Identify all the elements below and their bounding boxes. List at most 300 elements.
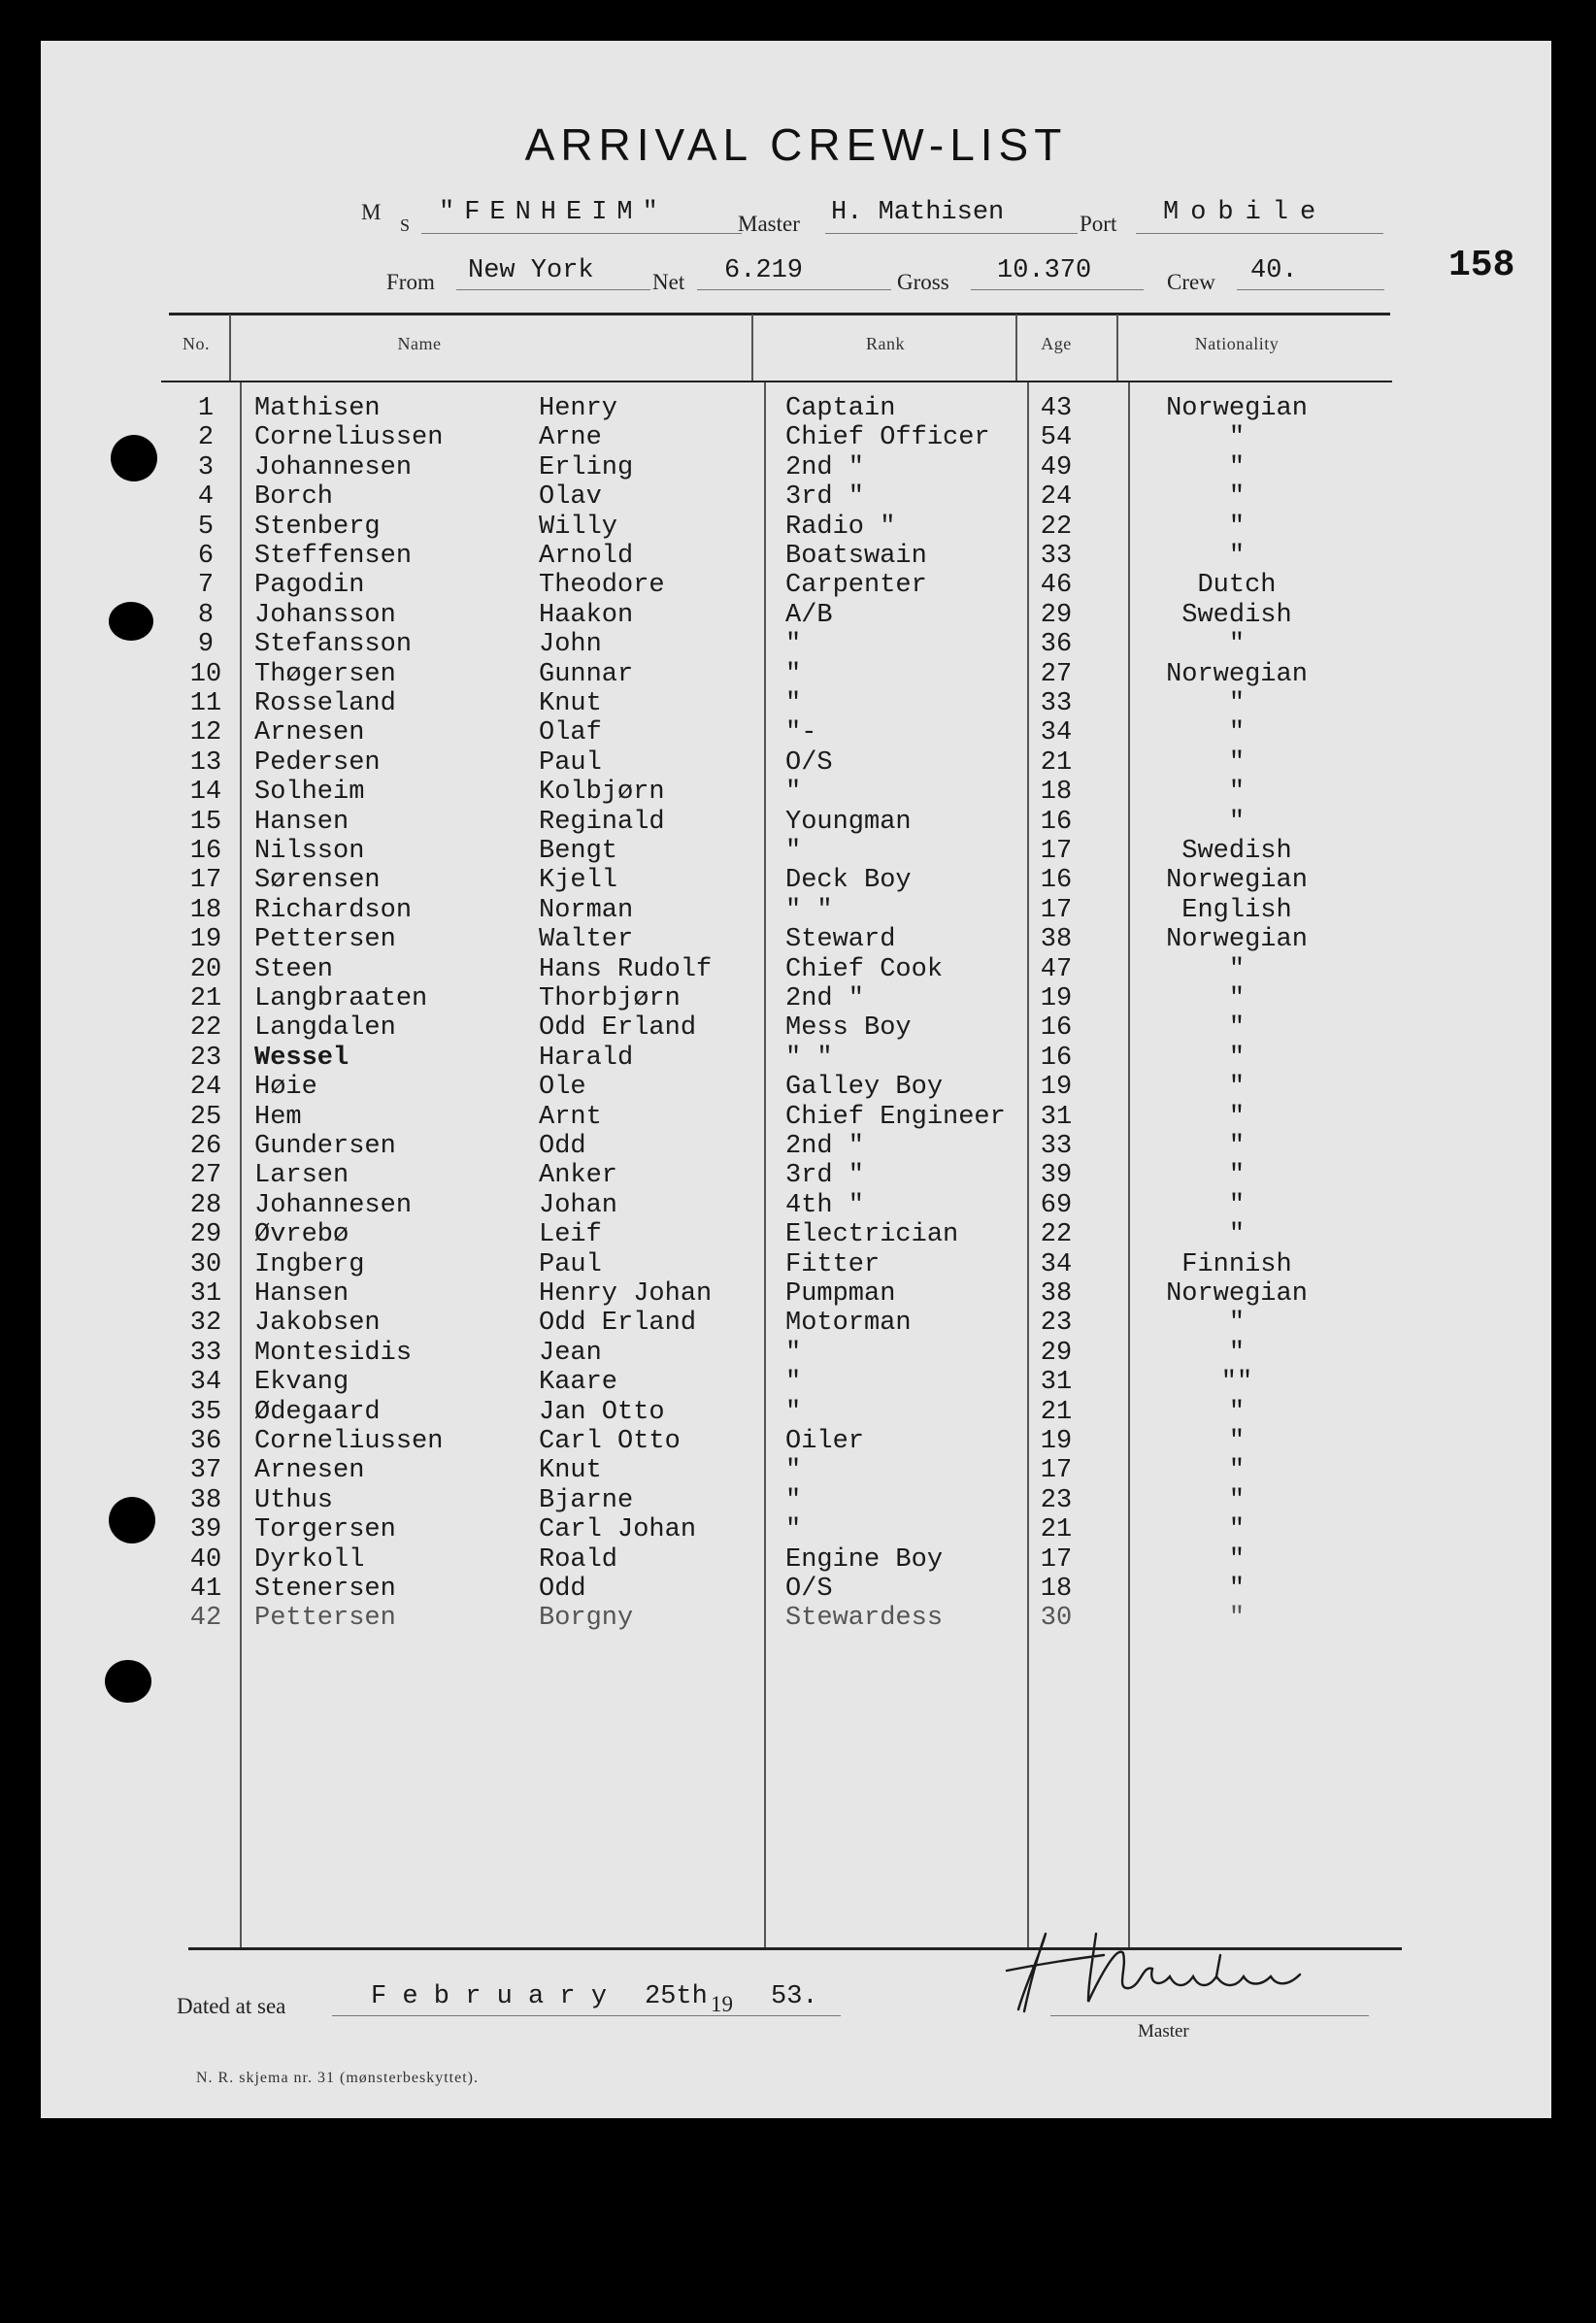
punch-hole <box>111 435 157 481</box>
date-day: 25th <box>645 1982 708 2011</box>
cell-no: 29 <box>189 1220 222 1250</box>
cell-rank: " <box>785 1397 802 1427</box>
cell-nationality: " <box>1228 1309 1246 1339</box>
cell-no: 30 <box>189 1249 222 1279</box>
cell-surname: Johannesen <box>254 452 413 482</box>
page-number: 158 <box>1448 245 1515 286</box>
cell-age: 23 <box>1040 1485 1073 1515</box>
cell-no: 1 <box>197 394 215 423</box>
column-header-age: Age <box>1041 334 1072 353</box>
cell-age: 29 <box>1040 1338 1073 1368</box>
cell-no: 19 <box>189 925 222 955</box>
cell-given: Odd <box>539 1575 586 1604</box>
cell-nationality: "" <box>1220 1368 1253 1398</box>
cell-given: Olav <box>539 482 602 513</box>
cell-given: Bengt <box>539 837 618 866</box>
cell-given: Henry Johan <box>539 1279 713 1309</box>
cell-nationality: Swedish <box>1181 600 1292 630</box>
cell-no: 20 <box>189 954 222 984</box>
cell-rank: Chief Engineer <box>785 1102 1006 1132</box>
cell-surname: Arnesen <box>254 718 365 748</box>
table-row <box>41 896 1551 925</box>
cell-given: Roald <box>539 1544 618 1575</box>
cell-surname: Hansen <box>254 1279 349 1309</box>
cell-nationality: " <box>1228 1013 1246 1044</box>
table-row <box>41 955 1551 984</box>
table-row <box>41 601 1551 630</box>
cell-age: 69 <box>1040 1190 1073 1220</box>
cell-given: Olaf <box>539 718 602 748</box>
table-row <box>41 1279 1551 1309</box>
table-row <box>41 837 1551 866</box>
cell-surname: Steffensen <box>254 542 413 571</box>
cell-surname: Gundersen <box>254 1132 396 1161</box>
table-row <box>41 542 1551 571</box>
signature-underline <box>1050 2015 1369 2016</box>
cell-given: Leif <box>539 1220 602 1250</box>
cell-rank: Stewardess <box>785 1604 944 1634</box>
cell-given: Willy <box>539 512 618 542</box>
cell-no: 42 <box>189 1604 222 1634</box>
table-row <box>41 571 1551 600</box>
cell-given: Theodore <box>539 571 665 601</box>
divider-name-header <box>751 315 753 381</box>
cell-nationality: " <box>1228 747 1246 778</box>
cell-surname: Stefansson <box>254 630 413 660</box>
cell-age: 19 <box>1040 1427 1073 1456</box>
divider-rank-header <box>1015 315 1017 381</box>
cell-nationality: " <box>1228 1073 1246 1103</box>
vessel-name-underline <box>421 233 742 234</box>
table-row <box>41 1013 1551 1043</box>
cell-age: 33 <box>1040 1132 1073 1161</box>
cell-given: Arnold <box>539 542 634 571</box>
cell-given: Arne <box>539 423 602 453</box>
cell-nationality: " <box>1228 1190 1246 1220</box>
cell-surname: Stenberg <box>254 512 381 542</box>
cell-no: 34 <box>189 1368 222 1398</box>
cell-nationality: " <box>1228 1161 1246 1191</box>
cell-surname: Uthus <box>254 1485 334 1515</box>
table-row <box>41 394 1551 423</box>
cell-no: 32 <box>189 1309 222 1339</box>
cell-no: 17 <box>189 866 222 896</box>
cell-given: Paul <box>539 1249 602 1279</box>
cell-age: 54 <box>1040 423 1073 453</box>
cell-surname: Thøgersen <box>254 659 396 689</box>
master-underline <box>825 233 1078 234</box>
cell-surname: Ekvang <box>254 1368 349 1398</box>
cell-rank: "- <box>785 718 817 748</box>
cell-rank: 2nd " <box>785 984 865 1013</box>
cell-age: 23 <box>1040 1309 1073 1339</box>
port-value: Mobile <box>1163 198 1328 227</box>
cell-age: 21 <box>1040 1397 1073 1427</box>
cell-no: 18 <box>189 895 222 925</box>
table-row <box>41 1191 1551 1220</box>
cell-surname: Solheim <box>254 778 365 808</box>
cell-nationality: " <box>1228 1544 1246 1575</box>
cell-given: Knut <box>539 689 602 718</box>
cell-nationality: " <box>1228 718 1246 748</box>
cell-age: 31 <box>1040 1368 1073 1398</box>
cell-no: 28 <box>189 1190 222 1220</box>
cell-rank: 2nd " <box>785 452 865 482</box>
table-row <box>41 925 1551 954</box>
cell-surname: Johansson <box>254 600 396 630</box>
table-row <box>41 1456 1551 1485</box>
cell-given: Kjell <box>539 866 618 896</box>
cell-no: 13 <box>189 747 222 778</box>
cell-nationality: " <box>1228 542 1246 571</box>
cell-no: 25 <box>189 1102 222 1132</box>
cell-surname: Hem <box>254 1102 302 1132</box>
cell-age: 47 <box>1040 954 1073 984</box>
cell-rank: " <box>785 1485 802 1515</box>
cell-rank: A/B <box>785 600 833 630</box>
table-top-rule <box>169 313 1390 315</box>
cell-rank: " <box>785 1456 802 1486</box>
cell-rank: 2nd " <box>785 1132 865 1161</box>
cell-nationality: " <box>1228 1485 1246 1515</box>
cell-no: 16 <box>189 837 222 866</box>
cell-nationality: " <box>1228 452 1246 482</box>
cell-nationality: " <box>1228 630 1246 660</box>
cell-no: 39 <box>189 1515 222 1545</box>
net-label: Net <box>652 270 685 294</box>
cell-age: 46 <box>1040 571 1073 601</box>
cell-no: 10 <box>189 659 222 689</box>
cell-rank: Mess Boy <box>785 1013 912 1044</box>
cell-no: 35 <box>189 1397 222 1427</box>
table-row <box>41 1250 1551 1279</box>
cell-no: 12 <box>189 718 222 748</box>
table-row <box>41 1545 1551 1575</box>
table-row <box>41 1220 1551 1249</box>
cell-age: 16 <box>1040 1043 1073 1073</box>
cell-nationality: " <box>1228 807 1246 837</box>
form-note: N. R. skjema nr. 31 (mønsterbeskyttet). <box>196 2070 479 2086</box>
cell-no: 31 <box>189 1279 222 1309</box>
crew-value: 40. <box>1250 256 1298 285</box>
cell-surname: Langbraaten <box>254 984 428 1013</box>
table-row <box>41 1575 1551 1604</box>
port-label: Port <box>1080 212 1117 236</box>
cell-surname: Johannesen <box>254 1190 413 1220</box>
vessel-name: "FENHEIM" <box>439 198 668 227</box>
cell-rank: " <box>785 1368 802 1398</box>
cell-no: 38 <box>189 1485 222 1515</box>
table-row <box>41 1368 1551 1397</box>
cell-nationality: " <box>1228 1132 1246 1161</box>
cell-given: Odd Erland <box>539 1013 697 1044</box>
cell-age: 33 <box>1040 542 1073 571</box>
table-row <box>41 748 1551 778</box>
cell-rank: Engine Boy <box>785 1544 944 1575</box>
cell-given: Gunnar <box>539 659 634 689</box>
cell-nationality: " <box>1228 423 1246 453</box>
cell-surname: Larsen <box>254 1161 349 1191</box>
column-header-name: Name <box>397 334 442 353</box>
cell-surname: Mathisen <box>254 394 381 423</box>
cell-nationality: " <box>1228 1456 1246 1486</box>
net-underline <box>697 289 891 290</box>
cell-no: 24 <box>189 1073 222 1103</box>
cell-given: Paul <box>539 747 602 778</box>
cell-nationality: Norwegian <box>1166 925 1308 955</box>
cell-given: Odd <box>539 1132 586 1161</box>
cell-surname: Corneliussen <box>254 423 444 453</box>
cell-nationality: " <box>1228 1575 1246 1604</box>
cell-given: Reginald <box>539 807 665 837</box>
table-row <box>41 689 1551 718</box>
cell-no: 22 <box>189 1013 222 1044</box>
cell-nationality: " <box>1228 1604 1246 1634</box>
cell-nationality: Dutch <box>1197 571 1277 601</box>
column-header-rank: Rank <box>866 334 905 353</box>
gross-label: Gross <box>897 270 949 294</box>
dated-label: Dated at sea <box>177 1994 286 2018</box>
cell-age: 38 <box>1040 1279 1073 1309</box>
cell-no: 6 <box>197 542 215 571</box>
cell-rank: " " <box>785 1043 833 1073</box>
cell-rank: Radio " <box>785 512 896 542</box>
cell-given: Harald <box>539 1043 634 1073</box>
cell-given: Carl Otto <box>539 1427 681 1456</box>
cell-age: 17 <box>1040 837 1073 866</box>
cell-surname: Rosseland <box>254 689 396 718</box>
cell-age: 33 <box>1040 689 1073 718</box>
from-label: From <box>386 270 435 294</box>
cell-rank: Youngman <box>785 807 912 837</box>
cell-age: 27 <box>1040 659 1073 689</box>
master-signature <box>987 1895 1317 2021</box>
punch-hole <box>109 1497 155 1543</box>
cell-given: Henry <box>539 394 618 423</box>
cell-rank: Boatswain <box>785 542 927 571</box>
cell-rank: " <box>785 1515 802 1545</box>
table-row <box>41 866 1551 895</box>
cell-surname: Øvrebø <box>254 1220 349 1250</box>
cell-nationality: Swedish <box>1181 837 1292 866</box>
cell-no: 5 <box>197 512 215 542</box>
port-underline <box>1136 233 1383 234</box>
table-row <box>41 808 1551 837</box>
cell-rank: " " <box>785 895 833 925</box>
cell-given: Walter <box>539 925 634 955</box>
cell-nationality: " <box>1228 1338 1246 1368</box>
net-value: 6.219 <box>724 256 804 285</box>
cell-given: Bjarne <box>539 1485 634 1515</box>
cell-no: 15 <box>189 807 222 837</box>
cell-age: 49 <box>1040 452 1073 482</box>
cell-age: 17 <box>1040 895 1073 925</box>
from-value: New York <box>468 256 594 285</box>
cell-age: 16 <box>1040 807 1073 837</box>
cell-age: 19 <box>1040 1073 1073 1103</box>
cell-surname: Høie <box>254 1073 317 1103</box>
crew-label: Crew <box>1167 270 1215 294</box>
cell-given: Arnt <box>539 1102 602 1132</box>
cell-given: Hans Rudolf <box>539 954 713 984</box>
cell-nationality: " <box>1228 689 1246 718</box>
cell-age: 16 <box>1040 1013 1073 1044</box>
vessel-prefix-sub: S <box>400 216 411 235</box>
cell-surname: Ødegaard <box>254 1397 381 1427</box>
cell-rank: Deck Boy <box>785 866 912 896</box>
cell-surname: Steen <box>254 954 334 984</box>
cell-given: Borgny <box>539 1604 634 1634</box>
cell-surname: Torgersen <box>254 1515 396 1545</box>
table-row <box>41 1427 1551 1456</box>
cell-age: 24 <box>1040 482 1073 513</box>
cell-no: 4 <box>197 482 215 513</box>
table-row <box>41 482 1551 512</box>
cell-no: 2 <box>197 423 215 453</box>
cell-no: 3 <box>197 452 215 482</box>
table-row <box>41 513 1551 542</box>
cell-surname: Pedersen <box>254 747 381 778</box>
cell-given: Odd Erland <box>539 1309 697 1339</box>
document-title: ARRIVAL CREW-LIST <box>524 119 1068 170</box>
cell-surname: Hansen <box>254 807 349 837</box>
table-row <box>41 630 1551 659</box>
cell-rank: Captain <box>785 394 896 423</box>
table-row <box>41 1132 1551 1161</box>
cell-nationality: " <box>1228 1427 1246 1456</box>
column-header-nationality: Nationality <box>1194 334 1280 353</box>
cell-no: 26 <box>189 1132 222 1161</box>
cell-surname: Langdalen <box>254 1013 396 1044</box>
cell-nationality: " <box>1228 1220 1246 1250</box>
cell-age: 39 <box>1040 1161 1073 1191</box>
table-row <box>41 1161 1551 1190</box>
cell-no: 36 <box>189 1427 222 1456</box>
cell-rank: 3rd " <box>785 482 865 513</box>
cell-no: 40 <box>189 1544 222 1575</box>
cell-rank: O/S <box>785 1575 833 1604</box>
table-row <box>41 423 1551 452</box>
cell-surname: Richardson <box>254 895 413 925</box>
signature-label: Master <box>1138 2021 1189 2041</box>
cell-rank: Electrician <box>785 1220 959 1250</box>
cell-surname: Pettersen <box>254 1604 396 1634</box>
cell-rank: Motorman <box>785 1309 912 1339</box>
cell-given: Haakon <box>539 600 634 630</box>
cell-rank: 3rd " <box>785 1161 865 1191</box>
table-row <box>41 1486 1551 1515</box>
cell-rank: 4th " <box>785 1190 865 1220</box>
table-row <box>41 778 1551 807</box>
cell-age: 18 <box>1040 1575 1073 1604</box>
cell-age: 17 <box>1040 1456 1073 1486</box>
cell-age: 17 <box>1040 1544 1073 1575</box>
cell-nationality: Norwegian <box>1166 394 1308 423</box>
cell-given: Jan Otto <box>539 1397 665 1427</box>
cell-age: 36 <box>1040 630 1073 660</box>
table-row <box>41 1309 1551 1338</box>
master-label: Master <box>738 212 800 236</box>
cell-nationality: Finnish <box>1181 1249 1292 1279</box>
cell-no: 41 <box>189 1575 222 1604</box>
date-month: F e b r u a r y <box>371 1982 608 2011</box>
cell-surname: Jakobsen <box>254 1309 381 1339</box>
cell-surname: Dyrkoll <box>254 1544 365 1575</box>
cell-given: Kaare <box>539 1368 618 1398</box>
cell-rank: Fitter <box>785 1249 881 1279</box>
cell-given: Thorbjørn <box>539 984 681 1013</box>
cell-age: 19 <box>1040 984 1073 1013</box>
cell-surname: Borch <box>254 482 334 513</box>
cell-no: 14 <box>189 778 222 808</box>
cell-no: 11 <box>189 689 222 718</box>
cell-age: 34 <box>1040 1249 1073 1279</box>
table-row <box>41 1103 1551 1132</box>
cell-age: 18 <box>1040 778 1073 808</box>
cell-rank: Carpenter <box>785 571 927 601</box>
cell-no: 33 <box>189 1338 222 1368</box>
cell-rank: Chief Cook <box>785 954 944 984</box>
cell-rank: " <box>785 837 802 866</box>
cell-no: 7 <box>197 571 215 601</box>
date-underline <box>332 2015 841 2016</box>
cell-nationality: " <box>1228 512 1246 542</box>
cell-surname: Stenersen <box>254 1575 396 1604</box>
cell-nationality: " <box>1228 778 1246 808</box>
cell-age: 34 <box>1040 718 1073 748</box>
table-row <box>41 1604 1551 1633</box>
cell-nationality: " <box>1228 954 1246 984</box>
cell-no: 9 <box>197 630 215 660</box>
cell-given: Jean <box>539 1338 602 1368</box>
cell-nationality: " <box>1228 984 1246 1013</box>
cell-rank: Oiler <box>785 1427 865 1456</box>
punch-hole <box>109 602 153 641</box>
cell-age: 29 <box>1040 600 1073 630</box>
column-header-no: No. <box>183 334 210 353</box>
vessel-prefix: M <box>361 200 382 224</box>
cell-rank: " <box>785 689 802 718</box>
cell-surname: Corneliussen <box>254 1427 444 1456</box>
cell-no: 23 <box>189 1043 222 1073</box>
cell-nationality: " <box>1228 1102 1246 1132</box>
cell-surname: Sørensen <box>254 866 381 896</box>
master-value: H. Mathisen <box>831 198 1005 227</box>
cell-age: 22 <box>1040 1220 1073 1250</box>
cell-surname: Pagodin <box>254 571 365 601</box>
cell-surname: Ingberg <box>254 1249 365 1279</box>
cell-age: 43 <box>1040 394 1073 423</box>
cell-age: 21 <box>1040 1515 1073 1545</box>
table-row <box>41 1515 1551 1544</box>
gross-value: 10.370 <box>997 256 1092 285</box>
cell-nationality: Norwegian <box>1166 866 1308 896</box>
table-row <box>41 718 1551 747</box>
cell-rank: Steward <box>785 925 896 955</box>
cell-age: 16 <box>1040 866 1073 896</box>
table-row <box>41 1339 1551 1368</box>
cell-surname: Montesidis <box>254 1338 413 1368</box>
from-underline <box>456 289 650 290</box>
cell-given: Knut <box>539 1456 602 1486</box>
punch-hole <box>105 1660 151 1703</box>
cell-given: Norman <box>539 895 634 925</box>
crew-underline <box>1237 289 1384 290</box>
cell-age: 30 <box>1040 1604 1073 1634</box>
crew-list-document <box>41 41 1551 2118</box>
cell-no: 21 <box>189 984 222 1013</box>
cell-given: Kolbjørn <box>539 778 665 808</box>
